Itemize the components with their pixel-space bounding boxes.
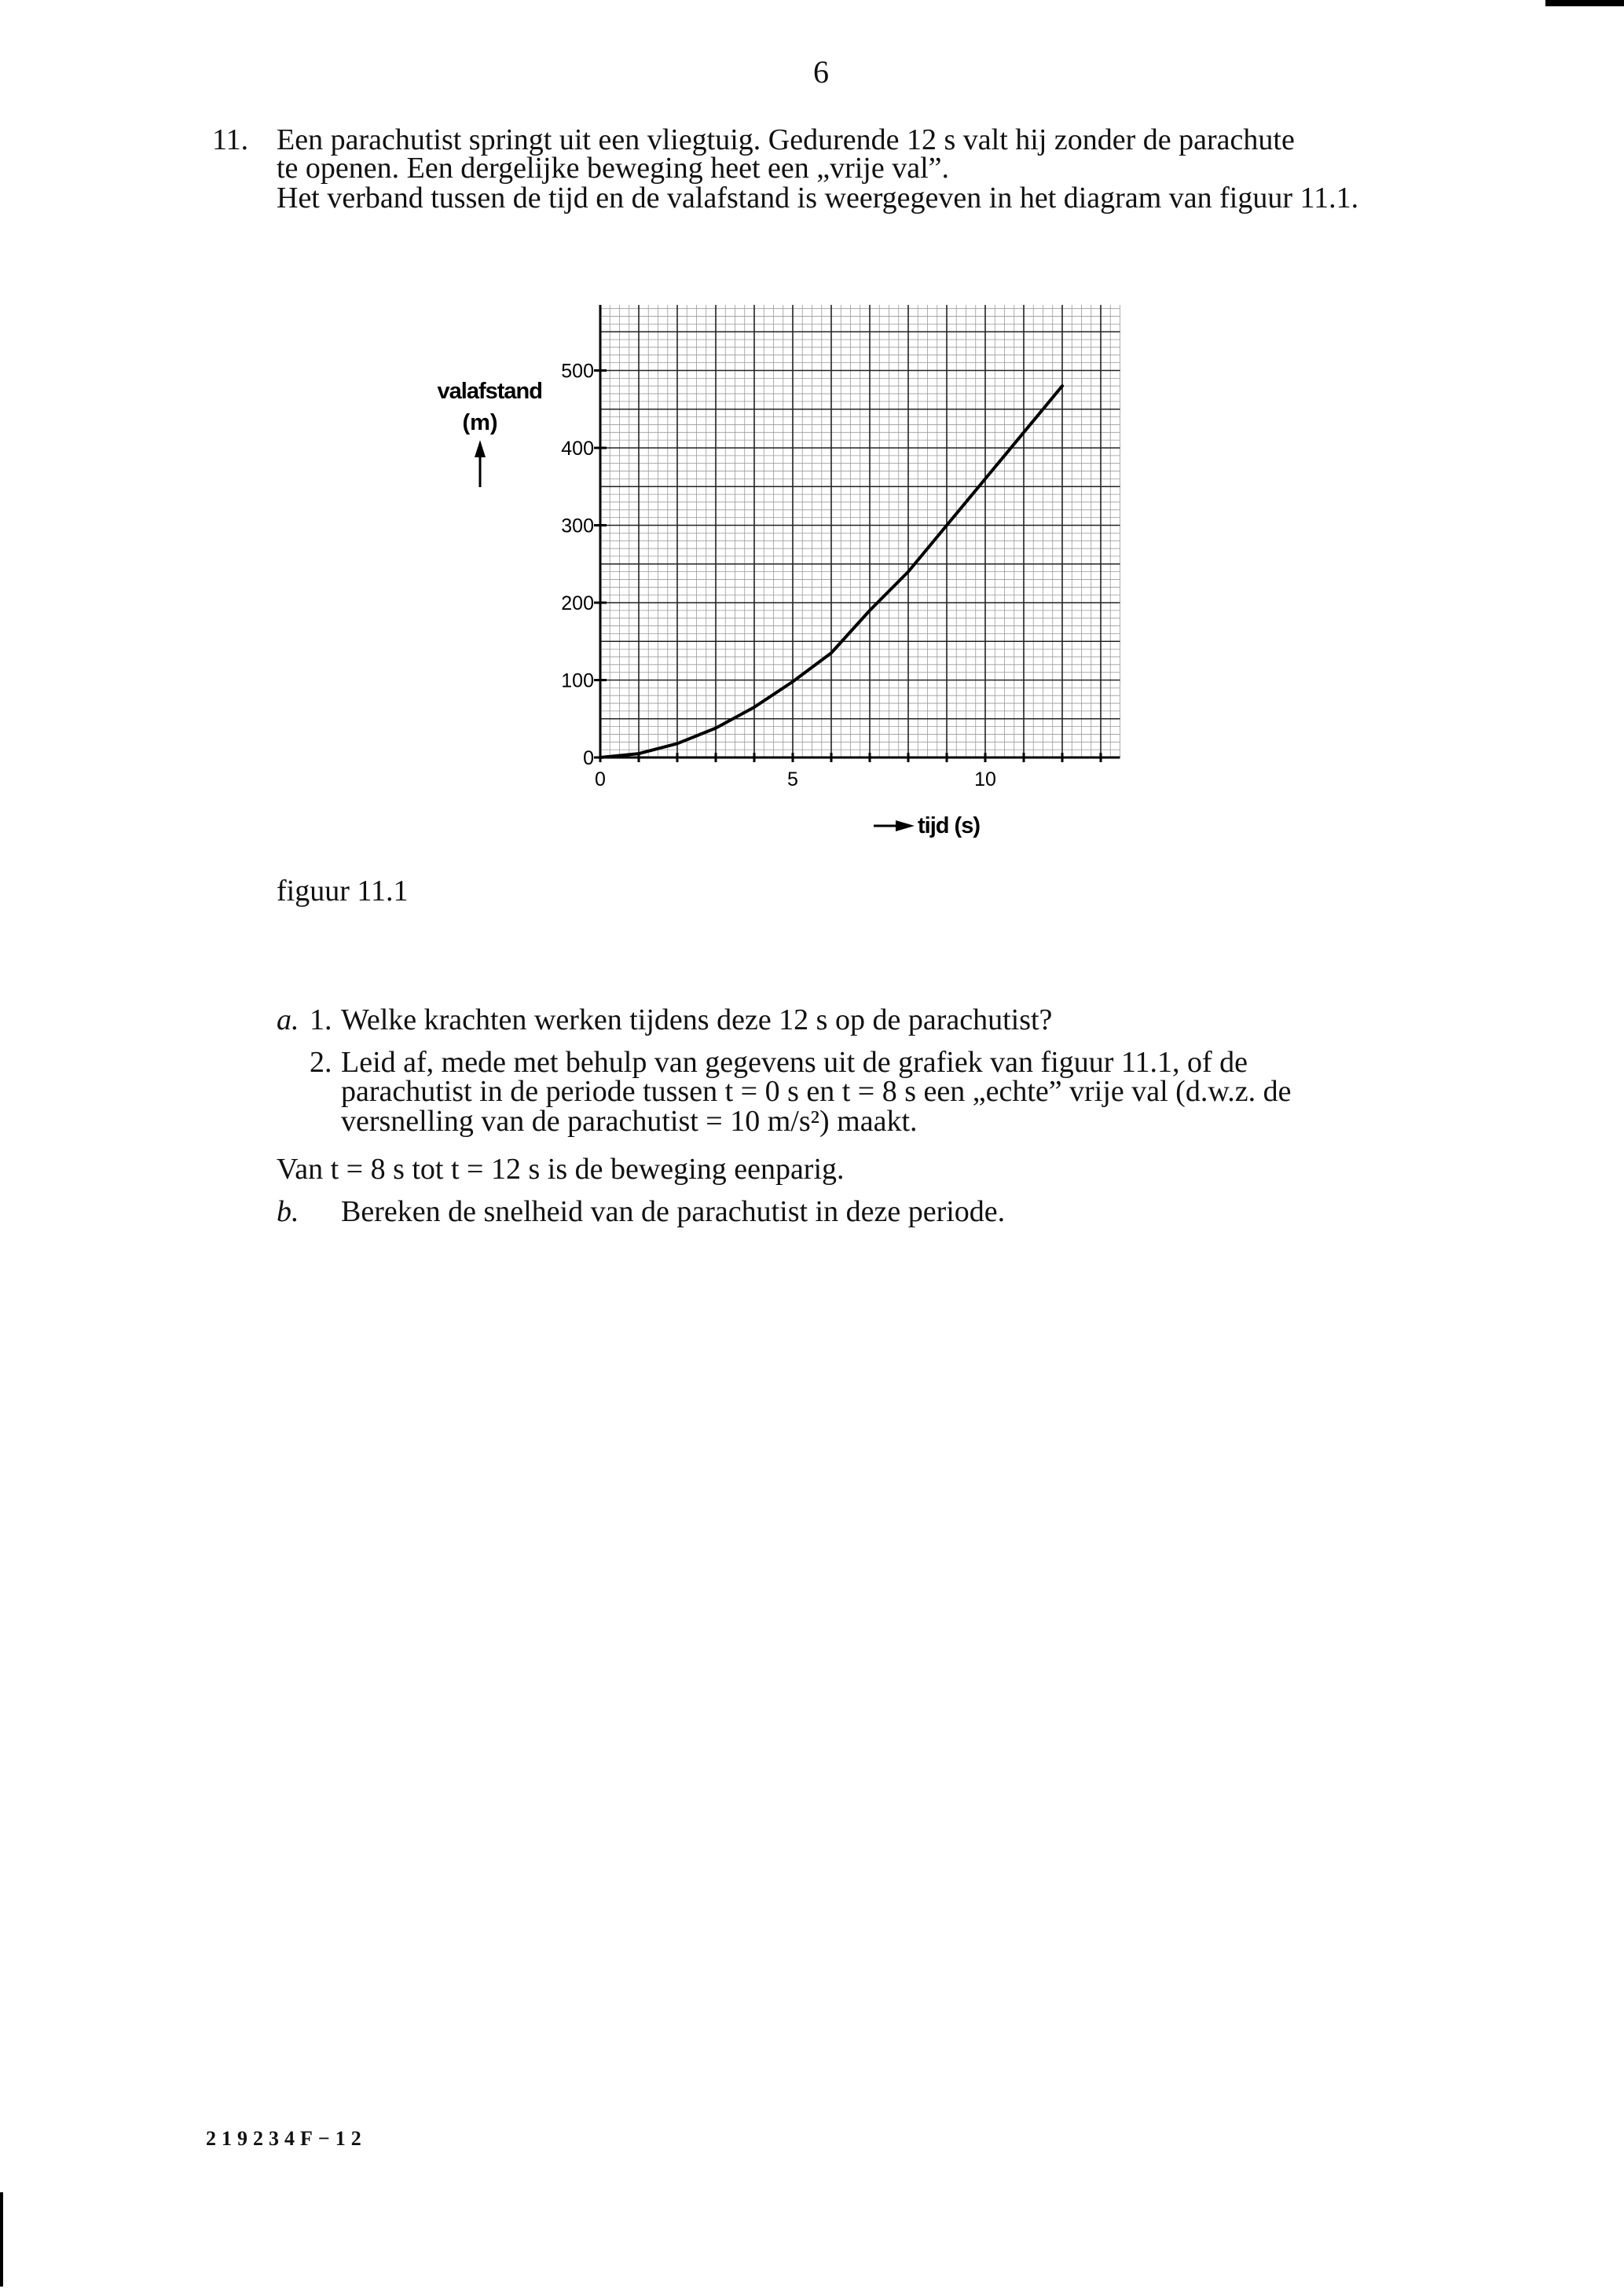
y-axis-label-line-2: (m) <box>462 410 498 435</box>
left-edge-mark <box>0 2192 3 2287</box>
y-tick-label: 0 <box>583 747 594 769</box>
y-tick-label: 100 <box>561 669 594 692</box>
figure-caption: figuur 11.1 <box>277 875 409 908</box>
intro-line-3: Het verband tussen de tijd en de valafstand is weergegeven in het diagram van figuur 11.1. <box>277 182 1359 215</box>
part-a-item-2-line-2: parachutist in de periode tussen t = 0 s en t = 8 s een „echte” vrije val (d.w.z. de <box>341 1075 1292 1108</box>
page-number: 6 <box>813 54 829 90</box>
footer-code: 219234F−12 <box>206 2127 367 2150</box>
part-b-label: b. <box>277 1195 299 1228</box>
part-a-label: a. <box>277 1003 299 1036</box>
chart-grid-minor <box>600 305 1120 757</box>
x-axis-label: tijd (s) <box>918 813 980 838</box>
part-a-item-2-line-3: versnelling van de parachutist = 10 m/s²) maakt. <box>341 1105 918 1138</box>
y-tick-label: 500 <box>561 360 594 383</box>
x-tick-label: 10 <box>974 768 996 790</box>
intro-line-1: Een parachutist springt uit een vliegtuig. Gedurende 12 s valt hij zonder de parachute <box>277 123 1295 156</box>
y-tick-label: 400 <box>561 438 594 460</box>
x-tick-label: 0 <box>595 768 606 790</box>
part-a-item-2-number: 2. <box>310 1046 332 1079</box>
x-tick-label: 5 <box>787 768 798 790</box>
part-b-text: Bereken de snelheid van de parachutist in deze periode. <box>341 1195 1006 1228</box>
fall-distance-chart <box>393 291 1147 856</box>
y-tick-label: 200 <box>561 592 594 614</box>
top-edge-bar <box>1545 0 1624 6</box>
y-axis-arrow-icon <box>475 440 486 487</box>
statement: Van t = 8 s tot t = 12 s is de beweging eenparig. <box>277 1153 845 1186</box>
intro-line-2: te openen. Een dergelijke beweging heet een „vrije val”. <box>277 152 950 185</box>
part-a-item-1-number: 1. <box>310 1003 332 1036</box>
part-a-item-1-text: Welke krachten werken tijdens deze 12 s op de parachutist? <box>341 1003 1053 1036</box>
question-number: 11. <box>212 123 249 156</box>
y-tick-label: 300 <box>561 515 594 537</box>
x-axis-arrow-icon <box>874 820 915 831</box>
part-a-item-2-line-1: Leid af, mede met behulp van gegevens uit de grafiek van figuur 11.1, of de <box>341 1046 1248 1079</box>
y-axis-label-line-1: valafstand <box>437 379 542 404</box>
